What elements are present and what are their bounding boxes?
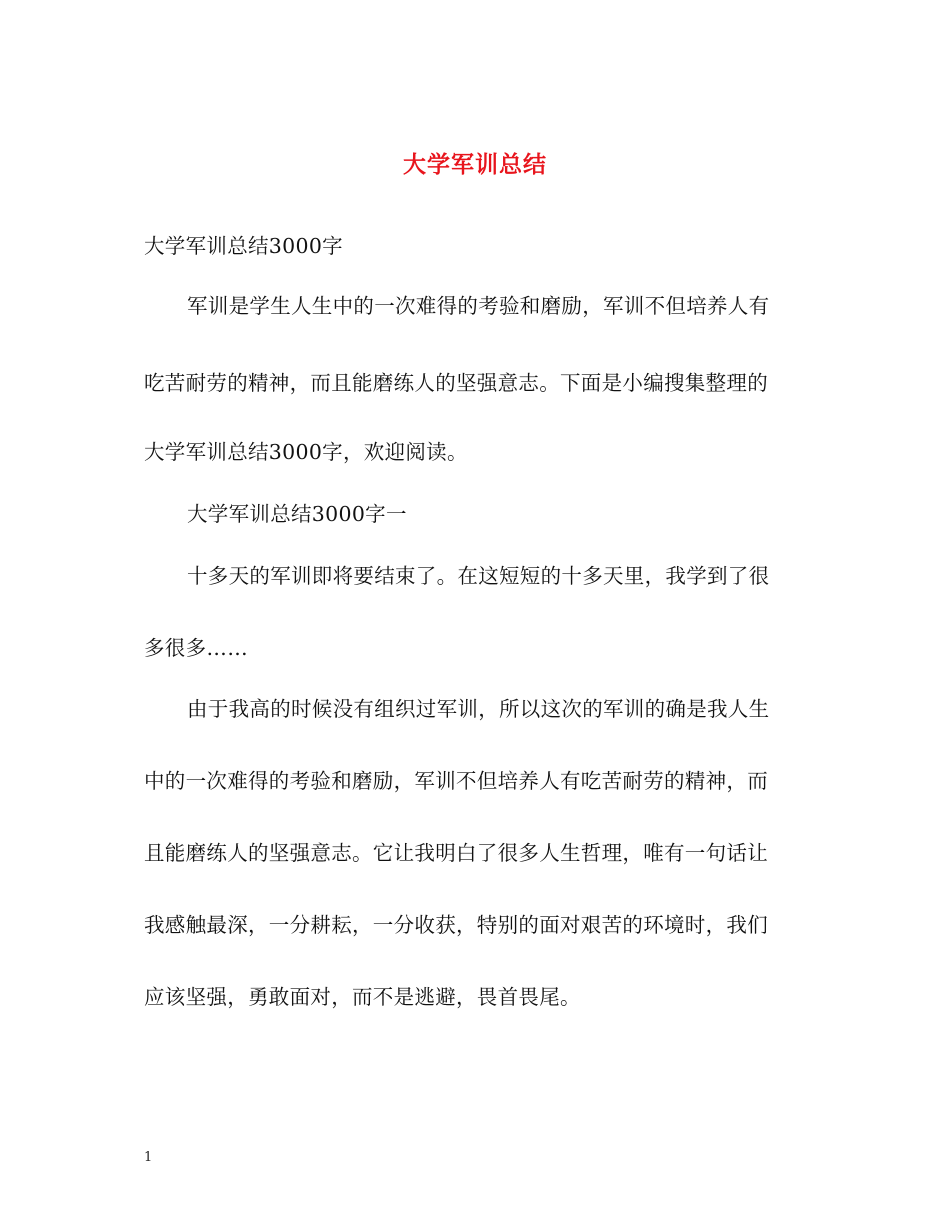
paragraph-line: 由于我高的时候没有组织过军训，所以这次的军训的确是我人生 xyxy=(187,697,770,721)
paragraph-line: 吃苦耐劳的精神，而且能磨练人的坚强意志。下面是小编搜集整理的 xyxy=(144,371,768,395)
page-number: 1 xyxy=(144,1150,153,1165)
section-heading: 大学军训总结3000字一 xyxy=(187,502,407,526)
paragraph-line: 我感触最深，一分耕耘，一分收获，特别的面对艰苦的环境时，我们 xyxy=(144,913,768,937)
document-title: 大学军训总结 xyxy=(403,151,547,178)
paragraph-line: 中的一次难得的考验和磨励，军训不但培养人有吃苦耐劳的精神，而 xyxy=(144,769,768,793)
paragraph-line: 十多天的军训即将要结束了。在这短短的十多天里，我学到了很 xyxy=(187,564,770,588)
document-subtitle: 大学军训总结3000字 xyxy=(144,234,343,258)
paragraph-line: 多很多…… xyxy=(144,636,248,660)
paragraph-line: 大学军训总结3000字，欢迎阅读。 xyxy=(144,440,468,464)
paragraph-line: 且能磨练人的坚强意志。它让我明白了很多人生哲理，唯有一句话让 xyxy=(144,841,768,865)
paragraph-line: 应该坚强，勇敢面对，而不是逃避，畏首畏尾。 xyxy=(144,985,581,1009)
paragraph-line: 军训是学生人生中的一次难得的考验和磨励，军训不但培养人有 xyxy=(187,294,770,318)
